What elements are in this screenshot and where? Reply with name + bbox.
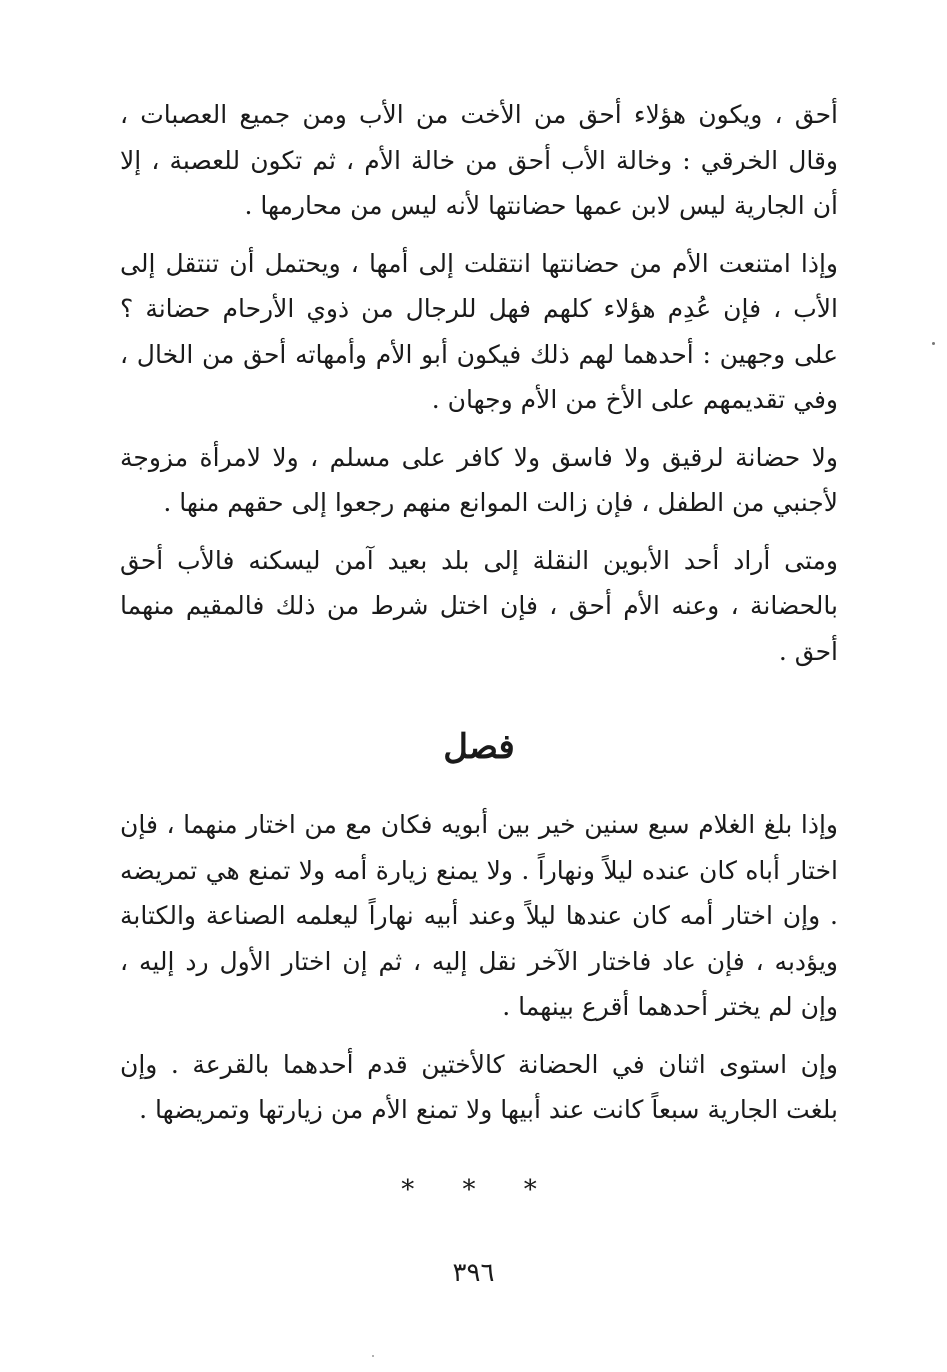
paragraph-custody-conditions: ولا حضانة لرقيق ولا فاسق ولا كافر على مسلم ، ولا لامرأة مزوجة لأجنبي من الطفل ، فإن زالت الموانع منهم رجعوا إلى حقهم منها . [120, 442, 838, 517]
paragraph-parent-relocation: ومتى أراد أحد الأبوين النقلة إلى بلد بعيد آمن ليسكنه فالأب أحق بالحضانة ، وعنه الأم أحق ، فإن اختل شرط من ذلك فالمقيم منهما أحق . [120, 545, 838, 666]
paragraph-equal-claimants: وإن استوى اثنان في الحضانة كالأختين قدم أحدهما بالقرعة . وإن بلغت الجارية سبعاً كانت عند أبيها ولا تمنع الأم من زيارتها وتمريضها . [120, 1049, 838, 1124]
page-number: ٣٩٦ [452, 1258, 495, 1288]
paragraph-boy-choice: وإذا بلغ الغلام سبع سنين خير بين أبويه فكان مع من اختار منهما ، فإن اختار أباه كان عنده ليلاً ونهاراً . ولا يمنع زيارة أمه ولا تمنع هي تمريضه . وإن اختار أمه كان عندها ليلاً وعند أبيه نهاراً ليعلمه الصناعة والكتابة ويؤدبه ، فإن عاد فاختار الآخر نقل إليه ، ثم إن اختار الأول رد إليه ، وإن لم يختر أحدهما أقرع بينهما . [120, 810, 838, 1021]
scan-speck [372, 1355, 374, 1357]
paragraph-custody-relatives: أحق ، ويكون هؤلاء أحق من الأخت من الأب ومن جميع العصبات ، وقال الخرقي : وخالة الأب أحق من خالة الأم ، ثم تكون للعصبة ، إلا أن الجارية ليس لابن عمها حضانتها لأنه ليس من محارمها . [120, 100, 838, 220]
page-body [120, 92, 838, 1205]
section-title: فصل [443, 727, 515, 767]
section-separator: * * * [401, 1174, 557, 1205]
scan-speck [932, 342, 935, 345]
paragraph-mother-unable: وإذا امتنعت الأم من حضانتها انتقلت إلى أمها ، ويحتمل أن تنتقل إلى الأب ، فإن عُدِم هؤلاء كلهم فهل للرجال من ذوي الأرحام حضانة ؟ على وجهين : أحدهما لهم ذلك فيكون أبو الأم وأمهاته أحق من الخال ، وفي تقديمهم على الأخ من الأم وجهان . [120, 248, 838, 414]
